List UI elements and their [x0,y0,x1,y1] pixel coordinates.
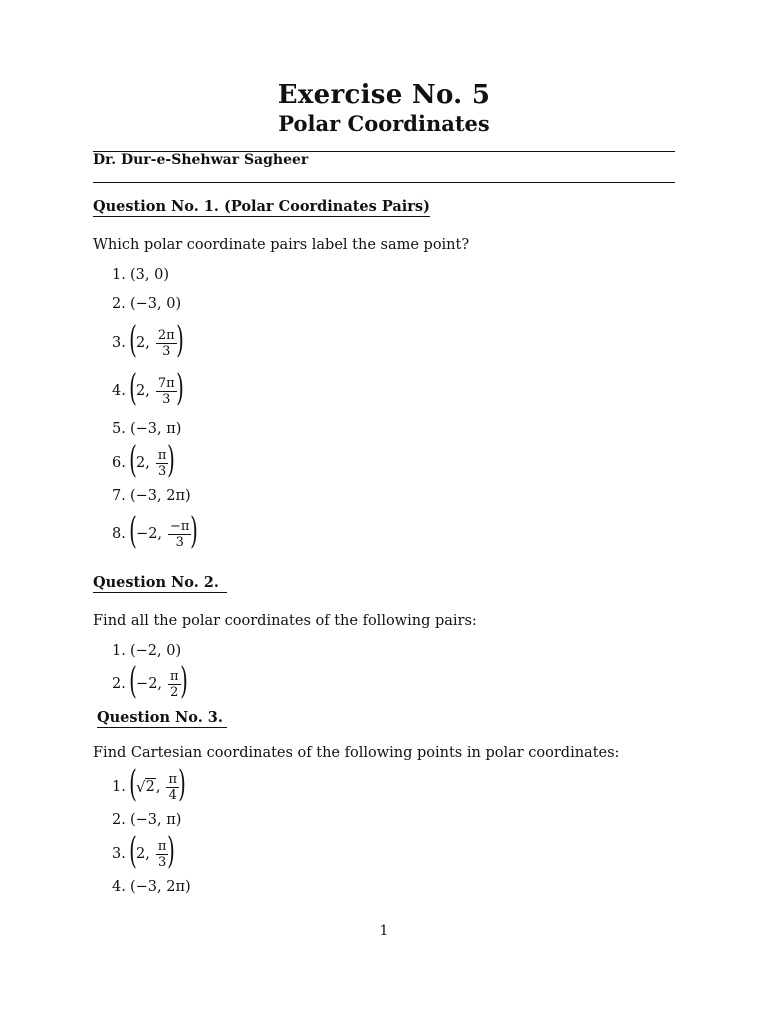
right-paren: ) [175,368,184,409]
item-number: 3. [112,335,126,351]
fraction-denominator: 3 [162,391,171,407]
right-paren: ) [179,661,188,702]
right-paren: ) [178,764,186,805]
question-1-item-5 [112,421,181,437]
item-first-coordinate: −2, [136,676,163,692]
item-number: 2. [112,296,126,312]
item-first-coordinate: 2, [136,383,150,399]
question-3-item-1 [112,764,186,805]
left-paren: ( [129,661,137,702]
item-number: 5. [112,421,126,437]
page-subtitle: Polar Coordinates [278,111,490,136]
right-paren: ) [190,511,199,552]
item-expression: (−3, 2π) [130,488,191,504]
question-1-item-6 [112,440,176,481]
question-3-item-3 [112,831,176,872]
left-paren: ( [129,511,137,552]
question-1-item-4 [112,368,184,409]
item-expression: (−3, π) [130,421,182,437]
fraction-denominator: 3 [175,534,184,550]
question-1-item-7 [112,488,191,504]
fraction-denominator: 2 [170,684,179,700]
item-expression: (−3, 2π) [130,879,191,895]
radicand: 2 [145,779,155,795]
fraction-numerator: 7π [157,375,175,391]
item-number: 1. [112,267,126,283]
question-1-item-3 [112,320,184,361]
item-first-coordinate: −2, [136,526,163,542]
item-expression: (−3, 0) [130,296,182,312]
page-number: 1 [379,923,389,939]
right-paren: ) [167,440,176,481]
right-paren: ) [167,831,176,872]
item-expression: (−2, 0) [130,643,182,659]
header-rule-bottom [93,182,675,183]
item-number: 4. [112,879,126,895]
question-1-prompt: Which polar coordinate pairs label the same point? [93,237,470,253]
item-number: 1. [112,643,126,659]
question-2-heading: Question No. 2. [93,574,227,593]
fraction-numerator: π [168,771,177,787]
page-title: Exercise No. 5 [277,80,491,110]
left-paren: ( [129,440,137,481]
fraction-numerator: π [157,447,167,463]
fraction-denominator: 4 [168,787,177,803]
fraction-denominator: 3 [158,854,167,870]
item-expression: (−3, π) [130,812,182,828]
fraction [156,377,177,406]
question-2-item-2 [112,661,188,702]
question-1-heading: Question No. 1. (Polar Coordinates Pairs) [93,198,430,215]
question-2-item-1 [112,643,181,659]
item-number: 8. [112,526,126,542]
left-paren: ( [129,368,137,409]
item-first-coordinate: 2, [136,335,150,351]
fraction [166,773,179,802]
item-number: 7. [112,488,126,504]
question-3-heading: Question No. 3. [97,709,227,728]
left-paren: ( [129,320,137,361]
fraction [168,520,191,549]
square-root [136,778,156,796]
item-number: 3. [112,846,126,862]
fraction [156,329,177,358]
radical-sign-icon: √ [136,778,146,796]
author-name: Dr. Dur-e-Shehwar Sagheer [93,152,309,168]
right-paren: ) [175,320,184,361]
question-1-item-2 [112,296,181,312]
question-3-item-2 [112,812,181,828]
item-number: 4. [112,383,126,399]
question-1-item-8 [112,511,199,552]
left-paren: ( [129,764,137,805]
left-paren: ( [129,831,137,872]
fraction-denominator: 3 [158,463,167,479]
item-first-coordinate: 2, [136,846,150,862]
question-3-item-4 [112,879,191,895]
fraction-denominator: 3 [162,343,171,359]
item-number: 1. [112,779,126,795]
fraction [168,670,181,699]
fraction-numerator: π [170,668,179,684]
fraction-numerator: 2π [157,327,175,343]
item-number: 2. [112,812,126,828]
item-first-coordinate: 2, [136,455,150,471]
item-number: 6. [112,455,126,471]
question-2-prompt: Find all the polar coordinates of the following pairs: [93,613,477,629]
comma: , [155,779,161,795]
item-expression: (3, 0) [130,267,169,283]
question-3-prompt: Find Cartesian coordinates of the following points in polar coordinates: [93,745,620,761]
question-1-item-1 [112,267,169,283]
fraction-numerator: π [157,838,167,854]
item-number: 2. [112,676,126,692]
fraction-numerator: −π [170,518,190,534]
